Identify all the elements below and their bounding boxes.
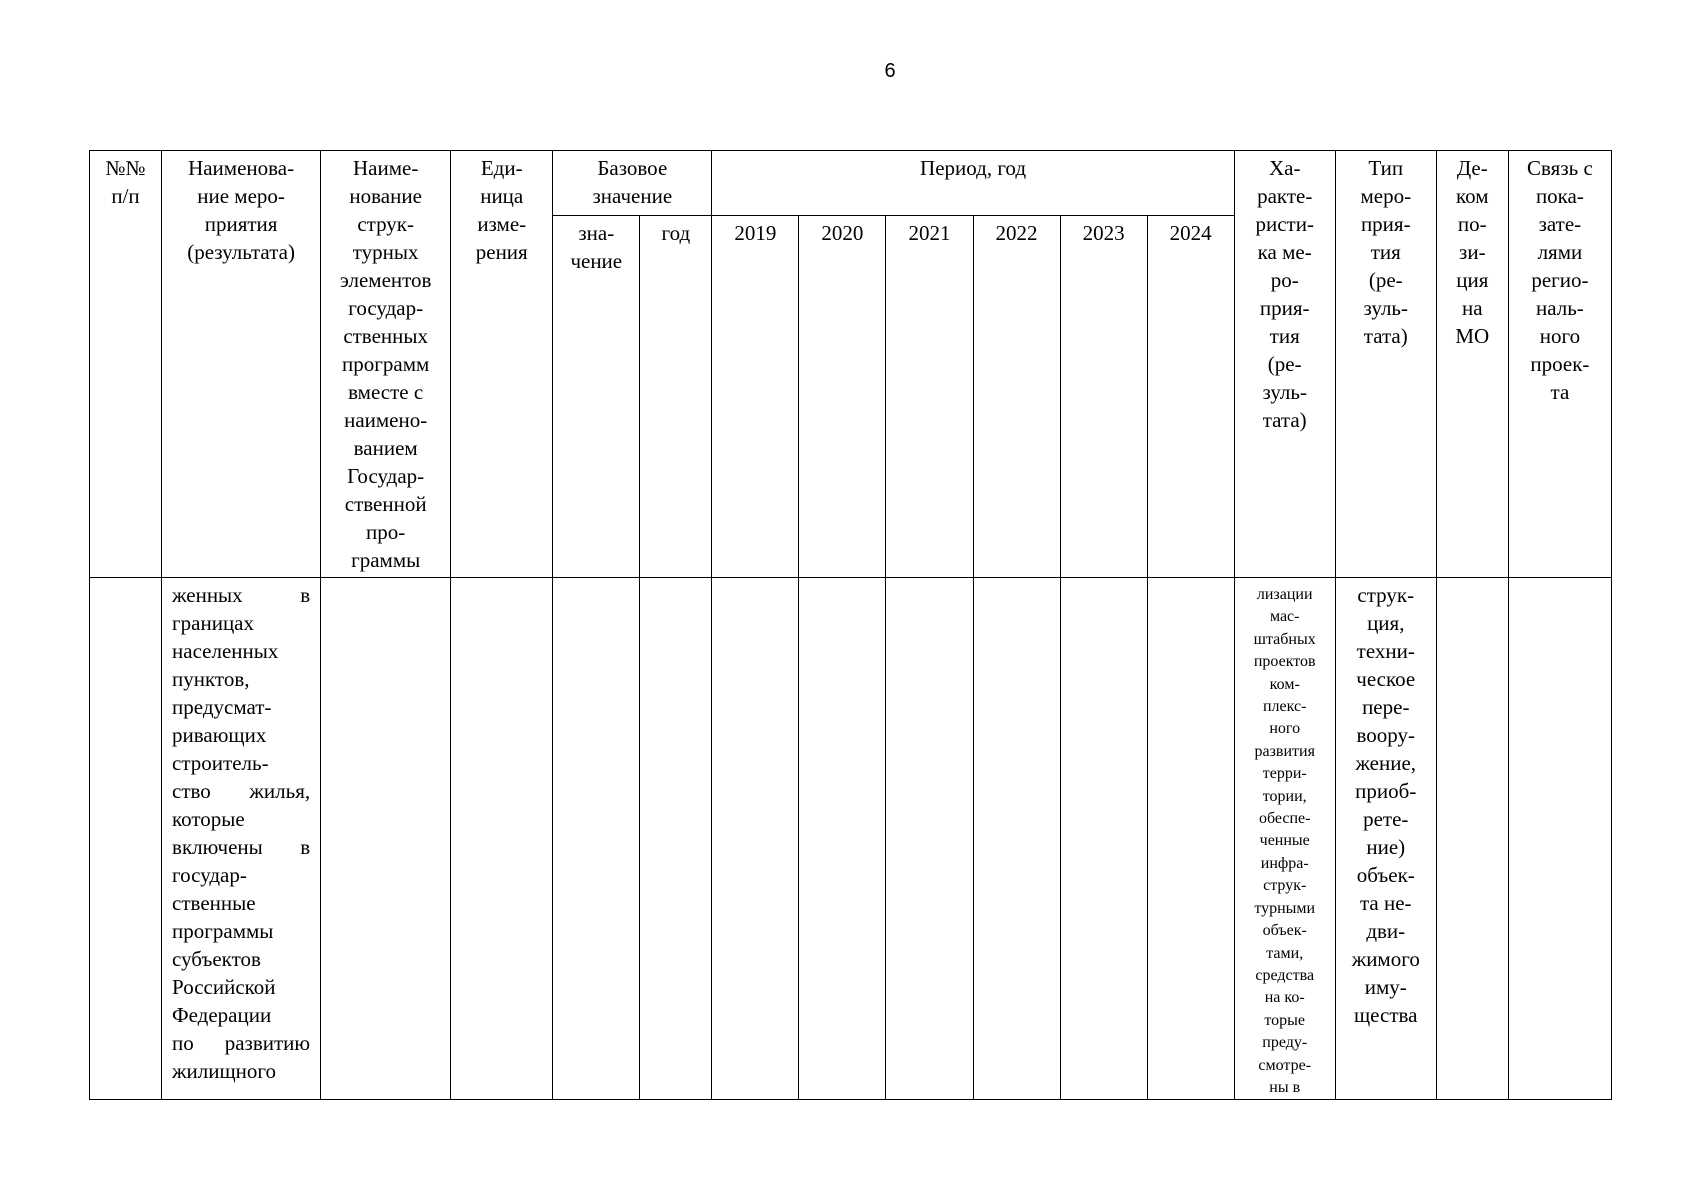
cell-num — [90, 578, 162, 1100]
name-line: субъектов — [172, 947, 261, 971]
cell-2019 — [712, 578, 799, 1100]
header-base-value-value: зна- чение — [553, 216, 640, 578]
header-characteristic: Ха- ракте- ристи- ка ме- ро- прия- тия (ре- зуль- тата) — [1234, 151, 1335, 578]
cell-characteristic: лизации мас- штабных проектов ком- плекс- ного развития терри- тории, обеспе- ченные инфра- струк- турными объек- тами, средства на ко- торые преду- смотре- ны в — [1234, 578, 1335, 1100]
name-line: жилищного — [172, 1059, 276, 1083]
cell-2024 — [1147, 578, 1234, 1100]
table-row — [90, 578, 1612, 1100]
header-num: №№ п/п — [90, 151, 162, 578]
cell-base-year — [640, 578, 712, 1100]
name-line: ривающих — [172, 723, 267, 747]
header-year-2022: 2022 — [973, 216, 1060, 578]
name-line: которые — [172, 807, 245, 831]
measures-table — [89, 150, 1612, 1100]
header-year-2019: 2019 — [712, 216, 799, 578]
header-year-2020: 2020 — [799, 216, 886, 578]
header-year-2021: 2021 — [886, 216, 973, 578]
header-row-1 — [90, 151, 1612, 216]
cell-measure-type: струк- ция, техни- ческое пере- воору- жение, приоб- рете- ние) объек- та не- дви- жимого иму- щества — [1335, 578, 1436, 1100]
cell-structural-elements — [321, 578, 451, 1100]
cell-unit — [451, 578, 553, 1100]
header-decomposition: Де- ком по- зи- ция на МО — [1436, 151, 1508, 578]
name-line: программы — [172, 919, 274, 943]
header-link-indicators: Связь с пока- зате- лями регио- наль- ного проек- та — [1508, 151, 1611, 578]
name-line: Федерации — [172, 1003, 272, 1027]
cell-link-indicators — [1508, 578, 1611, 1100]
cell-measure-name — [162, 578, 321, 1100]
name-line: государ- — [172, 863, 247, 887]
name-line: по развитию — [172, 1031, 311, 1055]
header-unit: Еди- ница изме- рения — [451, 151, 553, 578]
header-base-value: Базовое значение — [553, 151, 712, 216]
name-line: границах — [172, 611, 255, 635]
cell-2022 — [973, 578, 1060, 1100]
name-line: включены в — [172, 835, 311, 859]
name-line: ство жилья, — [172, 779, 311, 803]
header-structural-elements: Наиме- нование струк- турных элементов государ- ственных программ вместе с наимено- ванием Государ- ственной про- граммы — [321, 151, 451, 578]
header-measure-name: Наименова- ние меро- приятия (результата) — [162, 151, 321, 578]
cell-2023 — [1060, 578, 1147, 1100]
name-line: ственные — [172, 891, 256, 915]
name-line: строитель- — [172, 751, 269, 775]
header-year-2024: 2024 — [1147, 216, 1234, 578]
name-line: предусмат- — [172, 695, 272, 719]
name-line: Российской — [172, 975, 276, 999]
cell-2020 — [799, 578, 886, 1100]
page-number: 6 — [884, 60, 896, 82]
header-measure-type: Тип меро- прия- тия (ре- зуль- тата) — [1335, 151, 1436, 578]
cell-decomposition — [1436, 578, 1508, 1100]
name-line: женных в — [172, 583, 311, 607]
header-period: Период, год — [712, 151, 1234, 216]
cell-base-value — [553, 578, 640, 1100]
header-base-value-year: год — [640, 216, 712, 578]
name-line: пунктов, — [172, 667, 250, 691]
cell-2021 — [886, 578, 973, 1100]
header-year-2023: 2023 — [1060, 216, 1147, 578]
name-line: населенных — [172, 639, 279, 663]
